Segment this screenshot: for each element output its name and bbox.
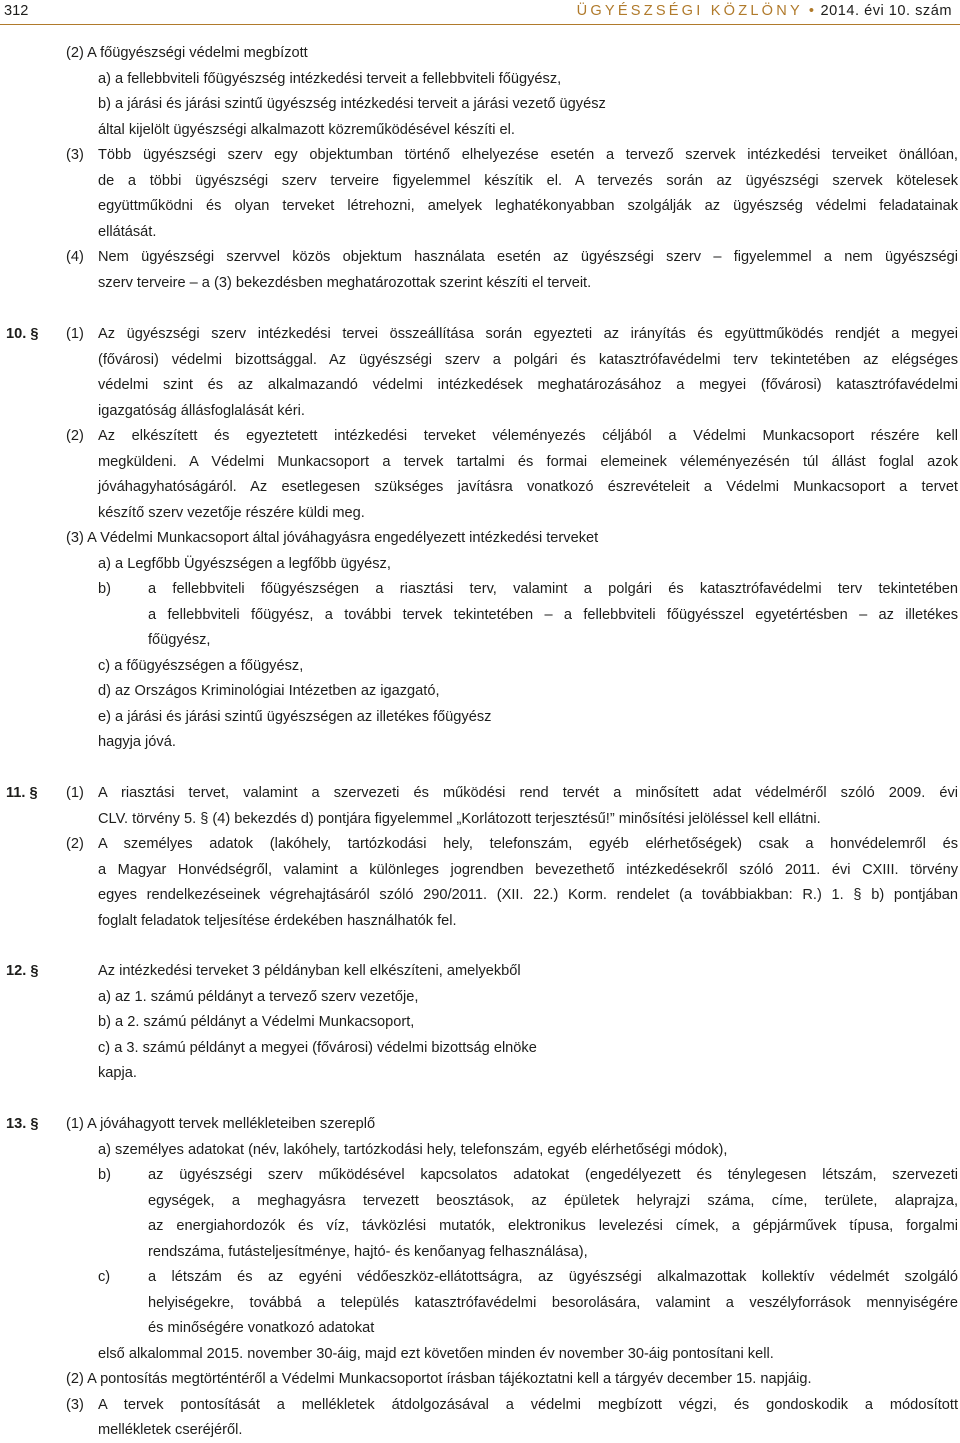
text-line: (2) A pontosítás megtörténtéről a Védelmi Munkacsoportot írásban tájékoztatni kell a tárgyév december 15. napjáig. <box>66 1371 812 1387</box>
header-bullet: • <box>808 3 815 19</box>
text-line: az ügyészségi szerv működésével kapcsolatos adatokat (engedélyezett és ténylegesen létszám, szervezeti <box>148 1167 958 1183</box>
journal-title: ÜGYÉSZSÉGI KÖZLÖNY <box>576 3 803 19</box>
text-line: helyiségekre, továbbá a település katasztrófavédelmi besorolására, valamint a veszélyforrások mennyiségére <box>148 1294 958 1311</box>
text-line: Az elkészített és egyeztetett intézkedési terveket véleményezés céljából a Védelmi Munkacsoport részére kell <box>98 428 958 444</box>
text-line: kapja. <box>98 1065 137 1081</box>
header-rule <box>0 24 960 25</box>
journal-info <box>577 3 952 19</box>
text-line: (2) A főügyészségi védelmi megbízott <box>66 45 308 61</box>
text-line: első alkalommal 2015. november 30-áig, majd ezt követően minden év november 30-áig pontosítani kell. <box>98 1345 774 1362</box>
text-line: ellátását. <box>98 223 157 240</box>
text-line: a Magyar Honvédségről, valamint a különleges jogrendben bevezethető intézkedésekről szóló 2011. évi CXIII. törvény <box>98 861 958 878</box>
text-line: mellékletek cseréjéről. <box>98 1422 243 1438</box>
text-line: de a többi ügyészségi szerv terveire figyelemmel készítik el. A tervezés során az ügyészségi szervek kötelesek <box>98 172 958 189</box>
text-line: együttműködni és olyan terveket létrehozni, amelyek leghatékonyabban szolgálják az ügyészség védelmi feladatainak <box>98 198 958 214</box>
text-line: a létszám és az egyéni védőeszköz-ellátottságra, az ügyészségi alkalmazottak kollektív védelmét szolgáló <box>148 1269 958 1285</box>
text-line: a) az 1. számú példányt a tervező szerv vezetője, <box>98 988 419 1005</box>
text-line: (3) A Védelmi Munkacsoport által jóváhagyásra engedélyezett intézkedési terveket <box>66 530 599 546</box>
text-line: a fellebbviteli főügyész, a további tervek tekintetében – a fellebbviteli főügyésszel egyetértésben – az illetékes <box>148 606 958 623</box>
text-line: (2) <box>66 836 84 852</box>
text-line: (4) <box>66 249 84 265</box>
page-header <box>0 0 960 24</box>
text-line: e) a járási és járási szintű ügyészségen az illetékes főügyész <box>98 708 492 725</box>
text-line: egységek, a meghagyásra tervezett beosztások, az épületek helyrajzi száma, címe, területe, alaprajza, <box>148 1192 958 1209</box>
text-line: A tervek pontosítását a mellékletek átdolgozásával a védelmi megbízott végzi, és gondoskodik a módosított <box>98 1396 958 1413</box>
text-line: igazgatóság állásfoglalását kéri. <box>98 402 305 419</box>
text-line: készítő szerv vezetője részére küldi meg. <box>98 504 365 521</box>
text-line: Több ügyészségi szerv egy objektumban történő elhelyezése esetén a tervező szervek intézkedési terveiket önállóan, <box>98 147 958 163</box>
text-line: jóváhagyhatóságáról. Az esetlegesen szükséges javításra vonatkozó észrevételeit a Védelmi Munkacsoport a tervet <box>98 479 958 495</box>
section-number: 12. § <box>6 963 39 979</box>
text-line: (3) <box>66 147 84 163</box>
text-line: rendszáma, futásteljesítménye, hajtó- és kenőanyag felhasználása), <box>148 1243 588 1260</box>
text-line: c) <box>98 1269 111 1285</box>
text-line: b) <box>98 1167 111 1183</box>
text-line: Az ügyészségi szerv intézkedési tervei összeállítása során egyezteti az irányítás és együttműködés rendjét a megyei <box>98 326 958 342</box>
text-line: b) a járási és járási szintű ügyészség intézkedési terveit a járási vezető ügyész <box>98 96 606 112</box>
text-line: Nem ügyészségi szervvel közös objektum használata esetén az ügyészségi szerv – figyelemmel a nem ügyészségi <box>98 249 958 265</box>
text-line: főügyész, <box>148 632 211 648</box>
text-line: A riasztási tervet, valamint a szervezeti és működési rend tervét a minősített adat védelméről szóló 2009. évi <box>98 785 958 801</box>
text-line: szerv terveire – a (3) bekezdésben meghatározottak szerint készíti el terveit. <box>98 274 592 291</box>
text-line: a) a Legfőbb Ügyészségen a legfőbb ügyész, <box>98 555 391 572</box>
text-line: a) személyes adatokat (név, lakóhely, tartózkodási hely, telefonszám, egyéb elérhetőségi módok), <box>98 1141 728 1158</box>
text-line: d) az Országos Kriminológiai Intézetben az igazgató, <box>98 683 440 699</box>
text-line: a fellebbviteli főügyészségen a riasztási terv, valamint a polgári és katasztrófavédelmi terv tekintetében <box>148 581 958 597</box>
issue-number: 2014. évi 10. szám <box>820 3 952 19</box>
text-line: megküldeni. A Védelmi Munkacsoport a tervek tartalmi és formai elemeinek véleményezésén túl állást foglal azok <box>98 453 958 470</box>
text-line: (1) <box>66 785 84 801</box>
text-line: c) a 3. számú példányt a megyei (fővárosi) védelmi bizottság elnöke <box>98 1039 537 1056</box>
text-line: és minőségére vonatkozó adatokat <box>148 1320 375 1336</box>
text-line: (fővárosi) védelmi bizottsággal. Az ügyészségi szerv a polgári és katasztrófavédelmi terv tekintetében az elégséges <box>98 351 958 368</box>
text-line: (1) A jóváhagyott tervek mellékleteiben szereplő <box>66 1116 376 1132</box>
text-line: Az intézkedési terveket 3 példányban kell elkészíteni, amelyekből <box>98 963 521 979</box>
text-line: foglalt feladatok teljesítése érdekében használhatók fel. <box>98 912 457 929</box>
text-line: b) <box>98 581 111 597</box>
text-line: (2) <box>66 428 84 444</box>
text-line: A személyes adatok (lakóhely, tartózkodási hely, telefonszám, egyéb elérhetőségek) csak a honvédelemről és <box>98 836 958 852</box>
section-number: 11. § <box>6 785 38 801</box>
section-number: 13. § <box>6 1116 39 1132</box>
text-line: egyes rendelkezéseinek végrehajtásáról szóló 290/2011. (XII. 22.) Korm. rendelet (a továbbiakban: R.) 1. § b) pontjában <box>98 887 958 903</box>
text-line: (1) <box>66 326 84 342</box>
page-number: 312 <box>4 3 29 19</box>
section-number: 10. § <box>6 326 39 342</box>
text-line: (3) <box>66 1396 84 1413</box>
text-line: a) a fellebbviteli főügyészség intézkedési terveit a fellebbviteli főügyész, <box>98 70 562 87</box>
text-line: c) a főügyészségen a főügyész, <box>98 657 304 674</box>
text-line: hagyja jóvá. <box>98 734 176 750</box>
text-line: által kijelölt ügyészségi alkalmazott közreműködésével készíti el. <box>98 121 515 138</box>
text-line: b) a 2. számú példányt a Védelmi Munkacsoport, <box>98 1014 415 1030</box>
text-line: az energiahordozók és víz, távközlési mutatók, elektronikus levelezési címek, a gépjárművek típusa, forgalmi <box>148 1218 958 1234</box>
text-line: védelmi szint és az alkalmazandó védelmi intézkedések meghatározásához a megyei (fővárosi) katasztrófavédelmi <box>98 377 958 393</box>
text-line: CLV. törvény 5. § (4) bekezdés d) pontjára figyelemmel „Korlátozott terjesztésű!” minősítési jelöléssel kell ellátni. <box>98 810 821 827</box>
